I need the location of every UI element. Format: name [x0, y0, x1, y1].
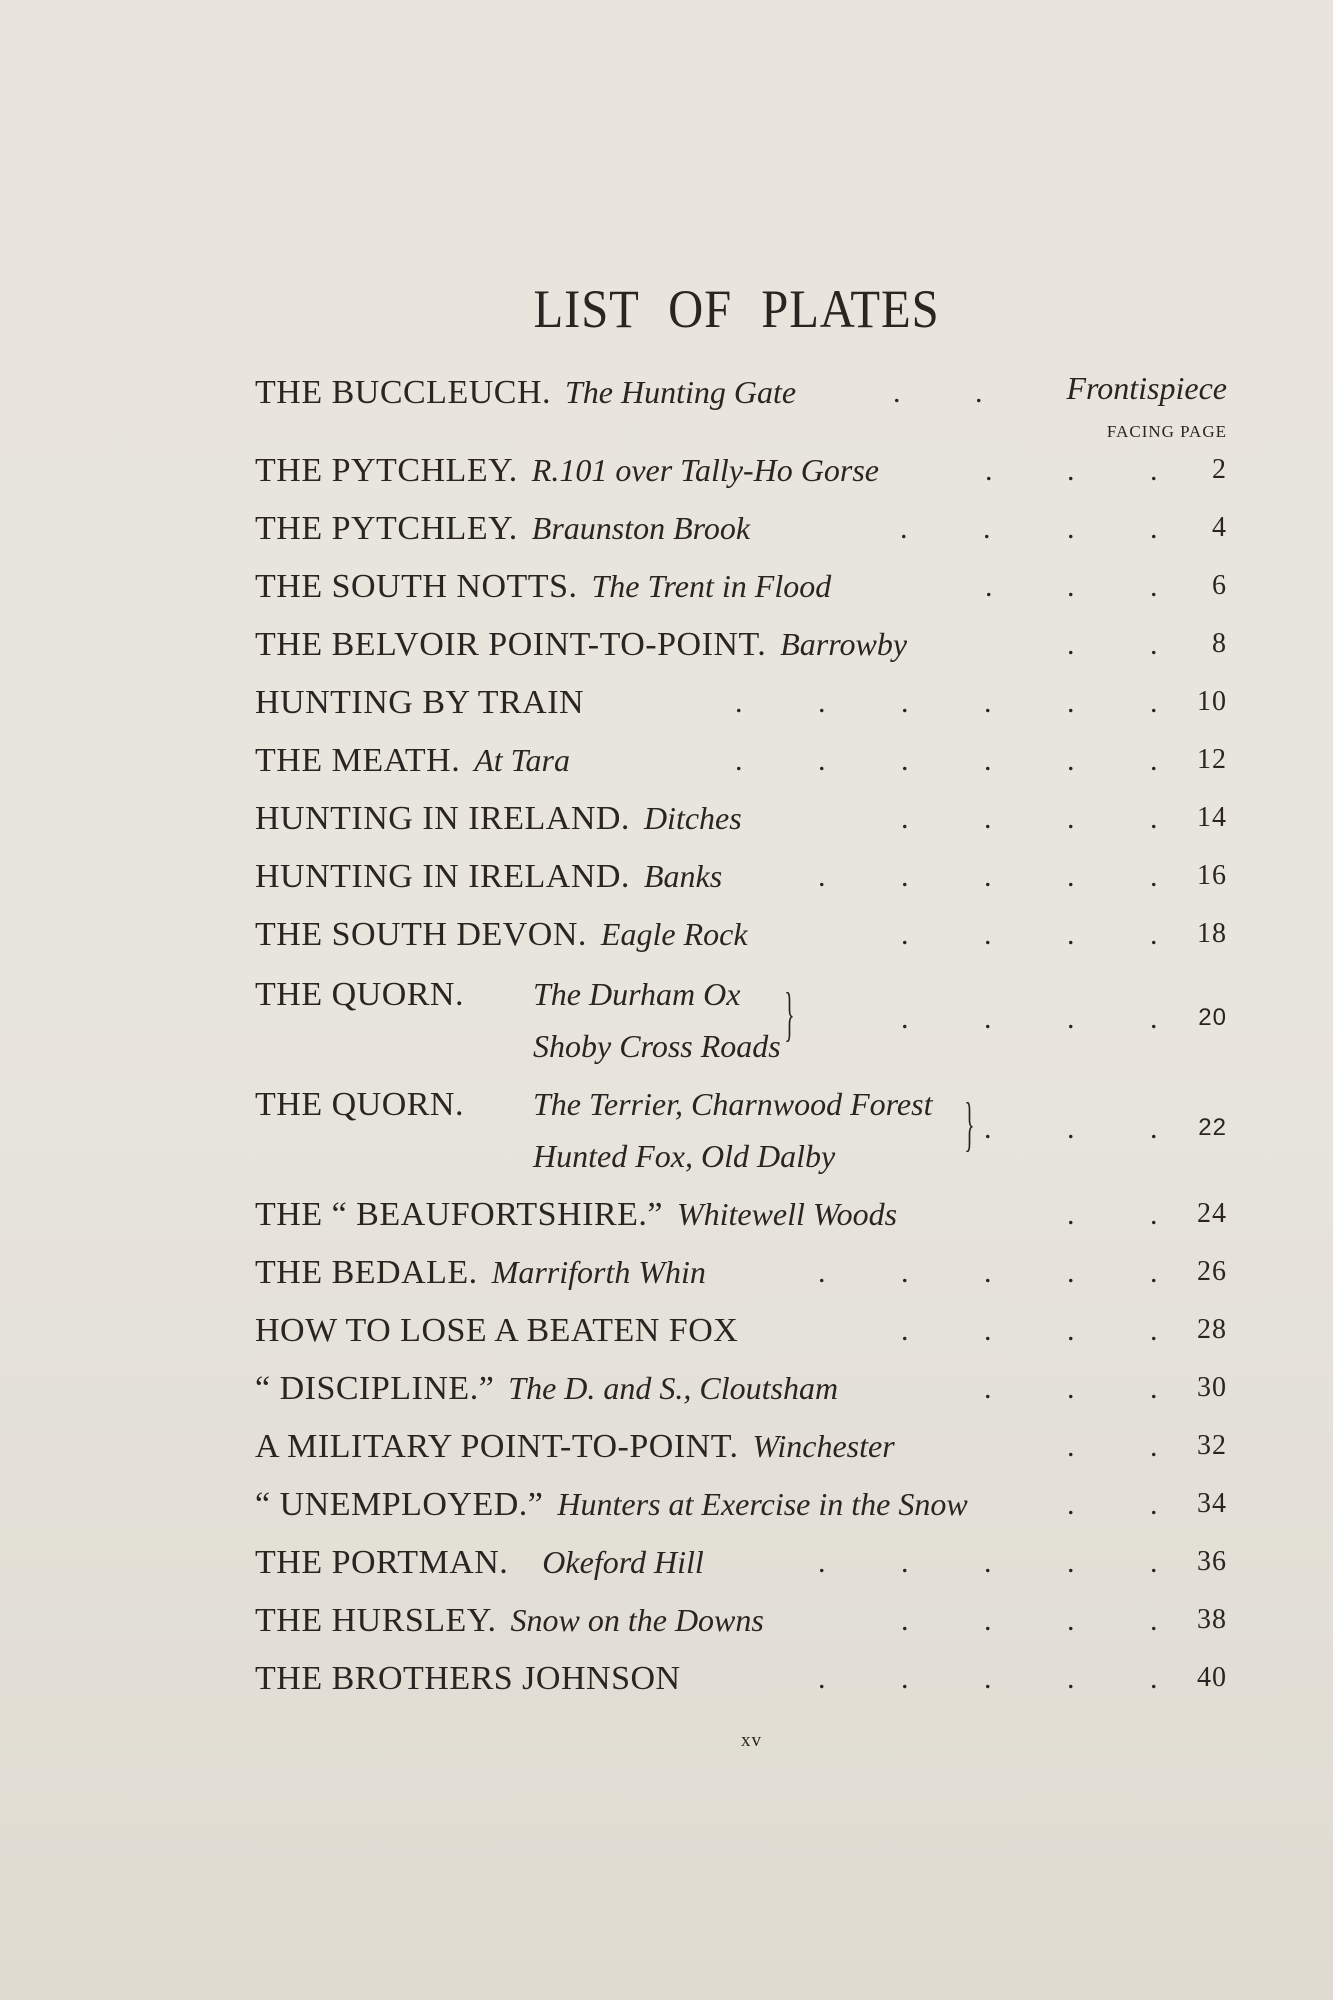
plate-subject-2: Hunted Fox, Old Dalby: [533, 1138, 836, 1174]
plate-subject: Snow on the Downs: [510, 1602, 764, 1638]
leader-dot: .: [901, 1546, 909, 1579]
leader-dot: .: [1067, 802, 1075, 835]
hunt-name: THE SOUTH DEVON.: [255, 916, 587, 953]
plate-subject: Banks: [643, 858, 723, 894]
leader-dot: .: [984, 860, 992, 893]
hunt-name: THE BELVOIR POINT-TO-POINT.: [255, 626, 767, 663]
hunt-name: THE PYTCHLEY.: [255, 452, 518, 489]
leader-dot: .: [1150, 454, 1158, 487]
page-ref: 24: [1197, 1198, 1227, 1229]
leader-dot: .: [1067, 1002, 1075, 1035]
leader-dot: .: [1067, 860, 1075, 893]
plate-entry: [255, 1254, 1227, 1304]
page-ref: 32: [1197, 1430, 1227, 1461]
leader-dot: .: [818, 1546, 826, 1579]
leader-dot: .: [1067, 570, 1075, 603]
leader-dot: .: [1150, 1198, 1158, 1231]
leader-dot: .: [893, 376, 901, 409]
page-ref: 22: [1198, 1114, 1227, 1141]
plate-entry: [255, 568, 1227, 618]
leader-dot: .: [1150, 1430, 1158, 1463]
plate-subject: Winchester: [752, 1428, 895, 1464]
page-ref: 40: [1197, 1662, 1227, 1693]
plate-entry: [255, 1086, 1227, 1186]
plate-subject: Braunston Brook: [531, 510, 751, 546]
leader-dot: .: [1150, 1372, 1158, 1405]
page-ref: 8: [1212, 628, 1227, 659]
page-title: LIST OF PLATES: [533, 279, 940, 339]
leader-dot: .: [901, 1002, 909, 1035]
leader-dot: .: [984, 1372, 992, 1405]
leader-dot: .: [984, 1546, 992, 1579]
leader-dot: .: [1150, 744, 1158, 777]
hunt-name: HUNTING IN IRELAND.: [255, 800, 630, 837]
leader-dot: .: [735, 744, 743, 777]
leader-dot: .: [818, 744, 826, 777]
leader-dot: .: [901, 918, 909, 951]
leader-dot: .: [1067, 1372, 1075, 1405]
plate-entry: [255, 1602, 1227, 1652]
hunt-name: “ UNEMPLOYED.”: [255, 1486, 544, 1523]
leader-dot: .: [1150, 1488, 1158, 1521]
leader-dot: .: [1150, 628, 1158, 661]
page-ref: 26: [1197, 1256, 1227, 1287]
plate-entry: [255, 1370, 1227, 1420]
plate-subject: Barrowby: [780, 626, 908, 662]
plate-entry: [255, 858, 1227, 908]
hunt-name: THE SOUTH NOTTS.: [255, 568, 578, 605]
leader-dot: .: [984, 1002, 992, 1035]
plate-entry: [255, 916, 1227, 966]
plate-subject: The Hunting Gate: [565, 374, 797, 410]
hunt-name: THE “ BEAUFORTSHIRE.”: [255, 1196, 663, 1233]
leader-dot: .: [1067, 1314, 1075, 1347]
hunt-name: THE QUORN.: [255, 1086, 464, 1123]
leader-dot: .: [1067, 1112, 1075, 1145]
plate-entry: [255, 1196, 1227, 1246]
leader-dot: .: [1067, 1198, 1075, 1231]
plate-subject: R.101 over Tally-Ho Gorse: [531, 452, 879, 488]
leader-dot: .: [1067, 1662, 1075, 1695]
leader-dot: .: [1150, 1002, 1158, 1035]
plate-entry: [255, 370, 1227, 424]
hunt-name: THE MEATH.: [255, 742, 461, 779]
leader-dot: .: [1150, 1112, 1158, 1145]
leader-dot: .: [1150, 1662, 1158, 1695]
leader-dot: .: [901, 744, 909, 777]
leader-dot: .: [1150, 918, 1158, 951]
leader-dot: .: [985, 454, 993, 487]
plate-subject: The Terrier, Charnwood Forest: [533, 1086, 933, 1122]
hunt-name: THE QUORN.: [255, 976, 464, 1013]
hunt-name: THE BEDALE.: [255, 1254, 478, 1291]
leader-dot: .: [1150, 1604, 1158, 1637]
plate-entry: [255, 742, 1227, 792]
hunt-name: THE BROTHERS JOHNSON: [255, 1660, 681, 1697]
leader-dot: .: [901, 1604, 909, 1637]
leader-dot: .: [1150, 512, 1158, 545]
leader-dot: .: [975, 376, 983, 409]
plate-subject: The Durham Ox: [533, 976, 741, 1012]
leader-dot: .: [1067, 628, 1075, 661]
page-ref: 16: [1197, 860, 1227, 891]
leader-dot: .: [901, 860, 909, 893]
leader-dot: .: [984, 1662, 992, 1695]
plate-entry: [255, 684, 1227, 734]
plate-entry: [255, 626, 1227, 676]
leader-dot: .: [984, 918, 992, 951]
plate-entry: [255, 510, 1227, 560]
leader-dot: .: [984, 1112, 992, 1145]
page-ref: 34: [1197, 1488, 1227, 1519]
leader-dot: .: [818, 860, 826, 893]
leader-dot: .: [1067, 1488, 1075, 1521]
page-number: xv: [741, 1730, 762, 1751]
page-ref: 38: [1197, 1604, 1227, 1635]
leader-dot: .: [735, 686, 743, 719]
leader-dot: .: [1067, 1604, 1075, 1637]
plate-subject: At Tara: [474, 742, 570, 778]
page-ref: 2: [1212, 454, 1227, 485]
leader-dot: .: [1150, 686, 1158, 719]
leader-dot: .: [1150, 1256, 1158, 1289]
hunt-name: HOW TO LOSE A BEATEN FOX: [255, 1312, 739, 1349]
leader-dot: .: [1150, 860, 1158, 893]
leader-dot: .: [1067, 686, 1075, 719]
page-ref: 28: [1197, 1314, 1227, 1345]
leader-dot: .: [901, 1662, 909, 1695]
plate-entry: [255, 976, 1227, 1076]
plate-entry: [255, 452, 1227, 502]
plate-subject: Whitewell Woods: [676, 1196, 898, 1232]
hunt-name: THE PYTCHLEY.: [255, 510, 518, 547]
leader-dot: .: [1067, 918, 1075, 951]
leader-dot: .: [984, 744, 992, 777]
plate-subject-2: Shoby Cross Roads: [533, 1028, 781, 1064]
plate-subject: Marriforth Whin: [491, 1254, 706, 1290]
page-ref: 6: [1212, 570, 1227, 601]
page-ref: 12: [1197, 744, 1227, 775]
leader-dot: .: [1150, 802, 1158, 835]
plate-subject: Ditches: [643, 800, 742, 836]
plate-entry: [255, 1486, 1227, 1536]
hunt-name: THE HURSLEY.: [255, 1602, 497, 1639]
facing-page-label: FACING PAGE: [1106, 422, 1227, 441]
page-ref: 14: [1197, 802, 1227, 833]
leader-dot: .: [984, 1604, 992, 1637]
plate-subject: Eagle Rock: [600, 916, 748, 952]
leader-dot: .: [985, 570, 993, 603]
leader-dot: .: [900, 512, 908, 545]
hunt-name: THE PORTMAN.: [255, 1544, 509, 1581]
plate-subject: The Trent in Flood: [591, 568, 832, 604]
brace-icon: }: [964, 1091, 975, 1157]
leader-dot: .: [1067, 1546, 1075, 1579]
hunt-name: HUNTING IN IRELAND.: [255, 858, 630, 895]
plate-subject: Okeford Hill: [542, 1544, 704, 1580]
hunt-name: HUNTING BY TRAIN: [255, 684, 585, 721]
leader-dot: .: [984, 686, 992, 719]
leader-dot: .: [1150, 1546, 1158, 1579]
plate-entry: [255, 1544, 1227, 1594]
leader-dot: .: [901, 1256, 909, 1289]
leader-dot: .: [1067, 744, 1075, 777]
hunt-name: A MILITARY POINT-TO-POINT.: [255, 1428, 739, 1465]
leader-dot: .: [1067, 512, 1075, 545]
leader-dot: .: [984, 802, 992, 835]
leader-dot: .: [1067, 454, 1075, 487]
hunt-name: THE BUCCLEUCH.: [255, 374, 551, 411]
leader-dot: .: [818, 1256, 826, 1289]
page-ref: 20: [1198, 1004, 1227, 1031]
hunt-name: “ DISCIPLINE.”: [255, 1370, 495, 1407]
page-ref: 30: [1197, 1372, 1227, 1403]
leader-dot: .: [901, 802, 909, 835]
leader-dot: .: [1067, 1256, 1075, 1289]
page-ref: 18: [1197, 918, 1227, 949]
leader-dot: .: [818, 686, 826, 719]
leader-dot: .: [818, 1662, 826, 1695]
plate-entry: [255, 800, 1227, 850]
page-ref: Frontispiece: [1066, 370, 1227, 406]
leader-dot: .: [984, 1314, 992, 1347]
leader-dot: .: [983, 512, 991, 545]
page-ref: 10: [1197, 686, 1227, 717]
page-ref: 36: [1197, 1546, 1227, 1577]
brace-icon: }: [784, 981, 795, 1047]
plate-entry: [255, 1428, 1227, 1478]
leader-dot: .: [901, 1314, 909, 1347]
plate-entry: [255, 1660, 1227, 1710]
leader-dot: .: [984, 1256, 992, 1289]
page-ref: 4: [1212, 512, 1227, 543]
plate-subject: The D. and S., Cloutsham: [508, 1370, 839, 1406]
leader-dot: .: [1150, 570, 1158, 603]
leader-dot: .: [901, 686, 909, 719]
leader-dot: .: [1150, 1314, 1158, 1347]
plate-subject: Hunters at Exercise in the Snow: [557, 1486, 968, 1522]
leader-dot: .: [1067, 1430, 1075, 1463]
plate-entry: [255, 1312, 1227, 1362]
